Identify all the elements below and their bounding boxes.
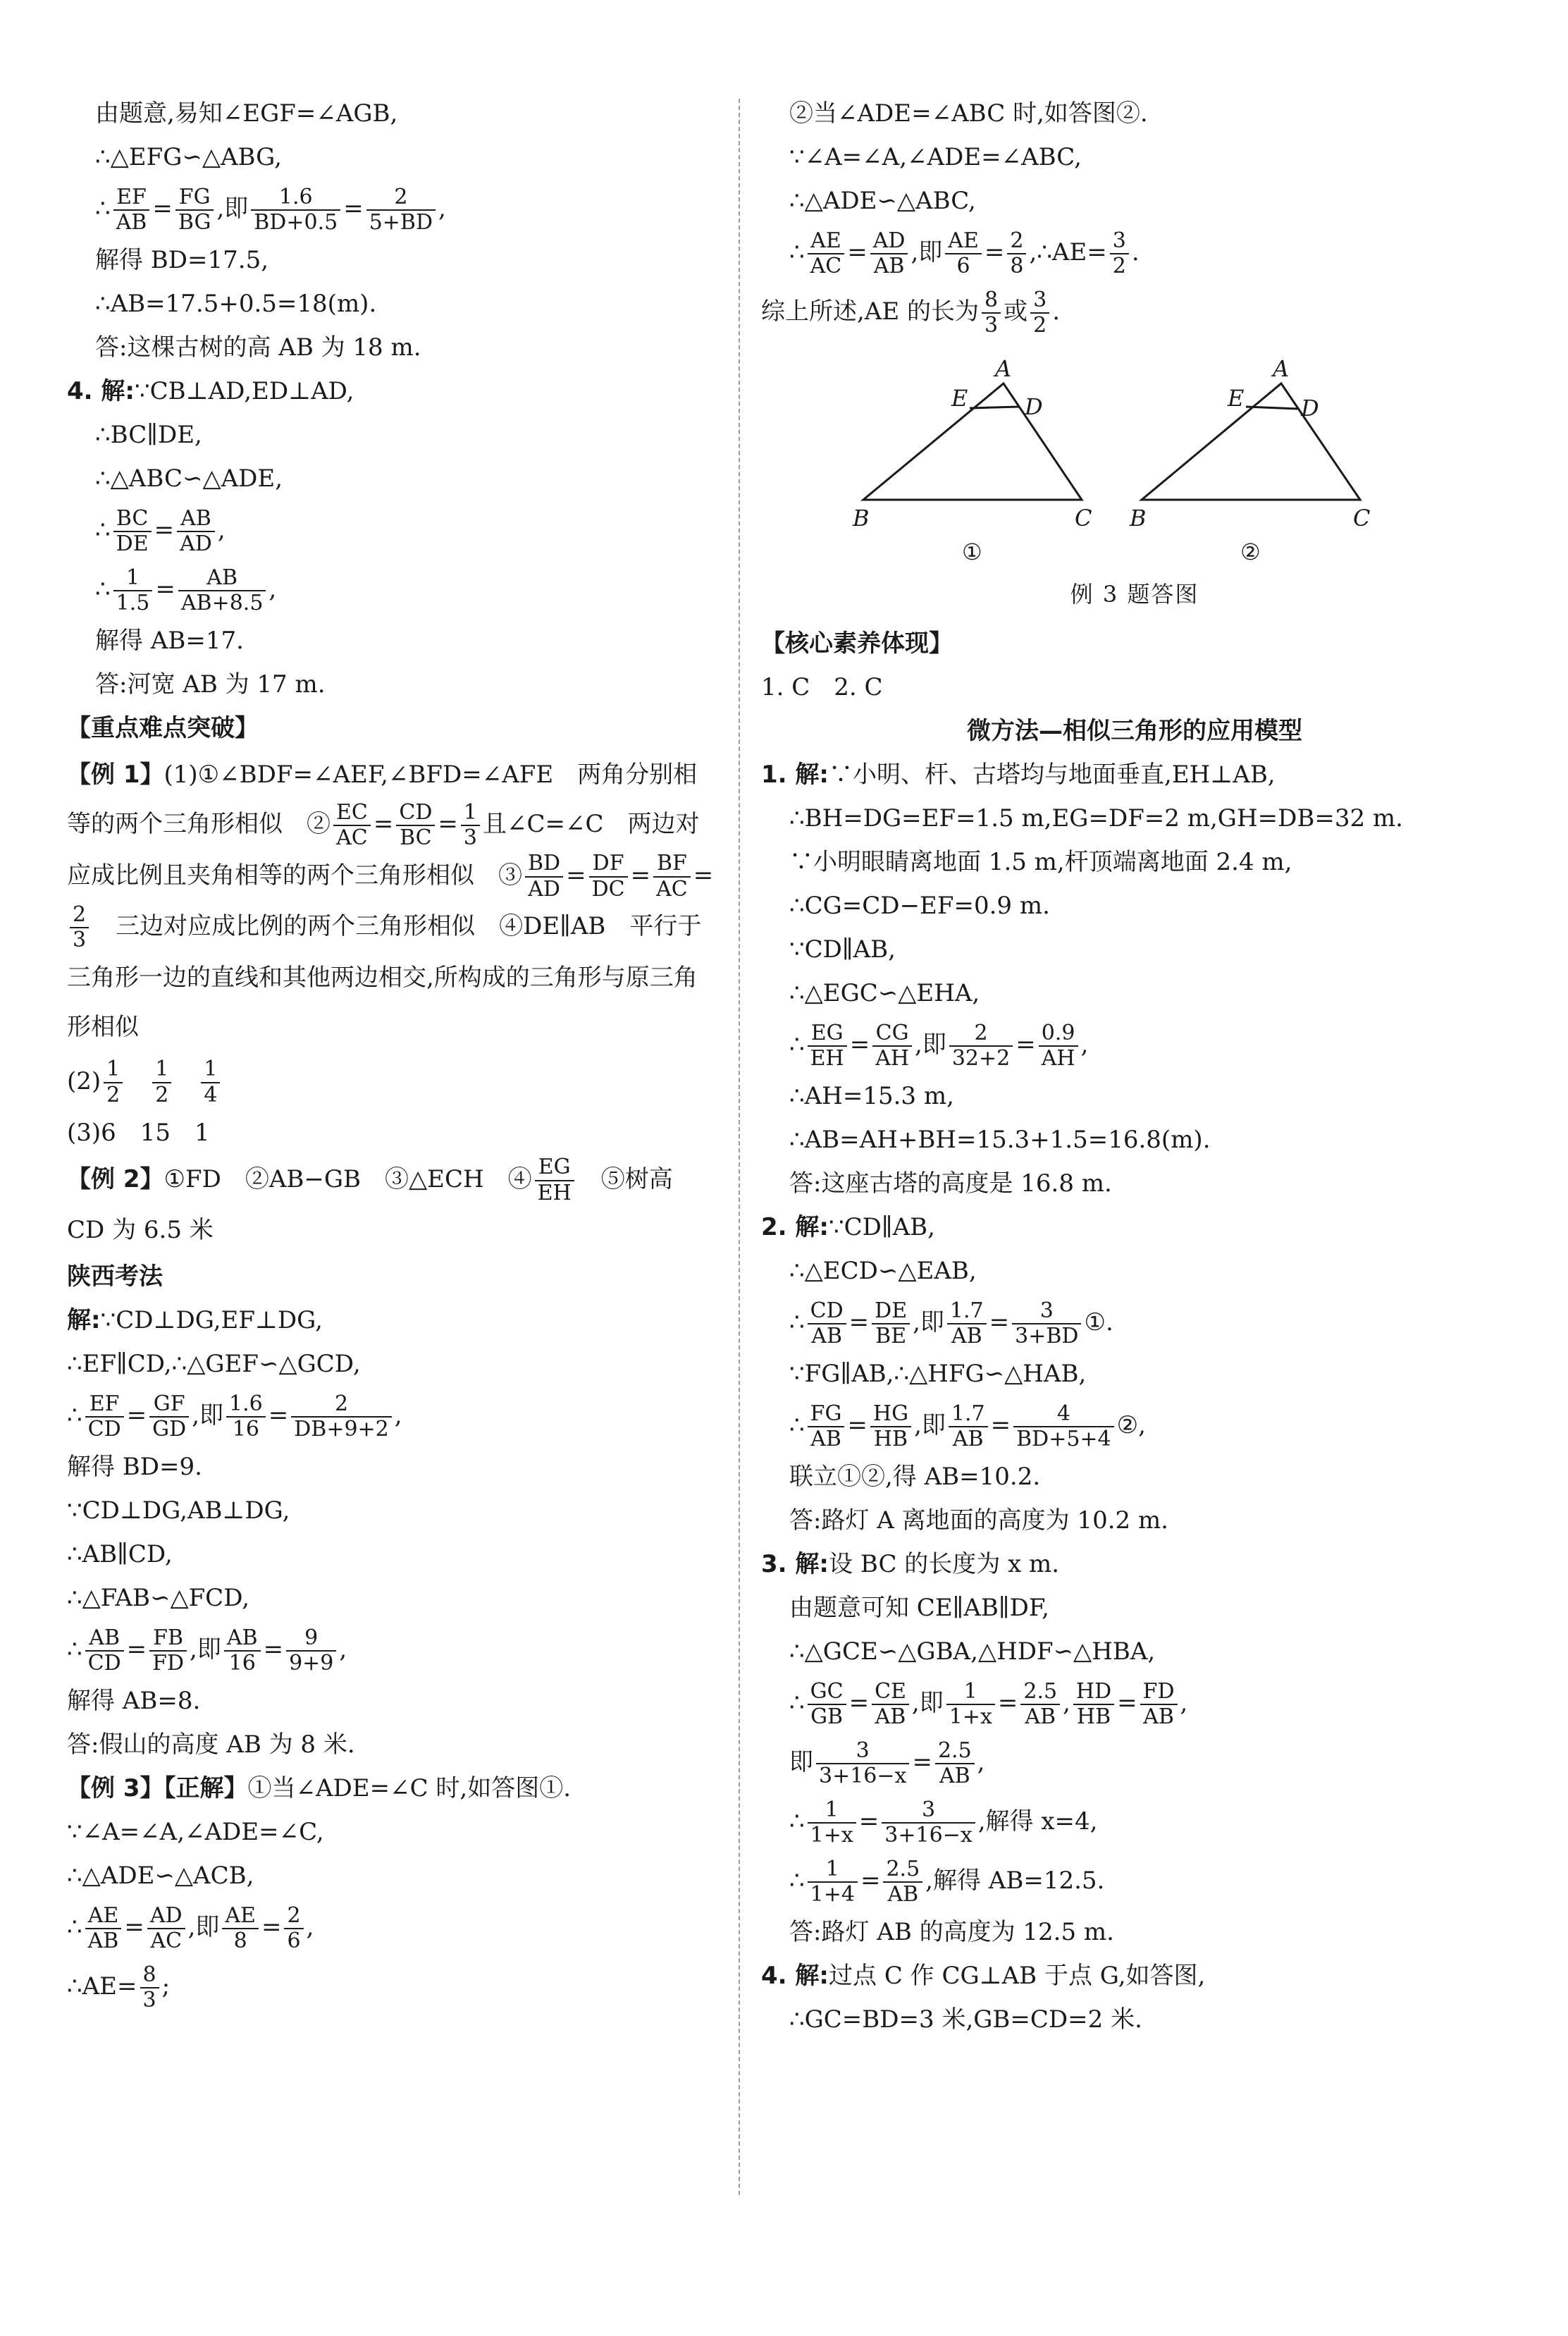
text-line: ∴△GCE∽△GBA,△HDF∽△HBA, bbox=[789, 1637, 1156, 1666]
text-line: ∵∠A=∠A,∠ADE=∠C, bbox=[67, 1818, 324, 1846]
label-e-2: E bbox=[1228, 385, 1245, 412]
answers-line: 1. C 2. C bbox=[761, 673, 883, 701]
label-b-1: B bbox=[853, 505, 870, 531]
figure-number-2: ② bbox=[1240, 539, 1261, 565]
right-column bbox=[761, 92, 1508, 2041]
text-line: 联立①②,得 AB=10.2. bbox=[789, 1463, 1041, 1491]
text-line: ∵小明眼睛离地面 1.5 m,杆顶端离地面 2.4 m, bbox=[789, 848, 1292, 876]
formula-line: ∴ $\frac{GC}{GB}$ = $\frac{CE}{AB}$ ,即 $\frac{1}{1+x}$ = $\frac{2.5}{AB}$ , $\frac{HD}{HB}$ = $\frac{FD}{AB}$ , bbox=[789, 1678, 1188, 1729]
text-line: ∴△EGC∽△EHA, bbox=[789, 979, 980, 1007]
formula-line: 即 $\frac{3}{3+16-x}$ = $\frac{2.5}{AB}$ , bbox=[789, 1738, 985, 1788]
problem-3-start: 3. 解:设 BC 的长度为 x m. bbox=[761, 1550, 1060, 1578]
text-line: ∴AB=17.5+0.5=18(m). bbox=[95, 290, 377, 318]
text-line: ∵CD⊥DG,AB⊥DG, bbox=[67, 1496, 290, 1525]
text-line: 解得 AB=17. bbox=[95, 627, 244, 655]
text-line: ∴CG=CD−EF=0.9 m. bbox=[789, 892, 1050, 920]
section-heading-method: 微方法—相似三角形的应用模型 bbox=[967, 717, 1302, 745]
problem-4-start: 4. 解:过点 C 作 CG⊥AB 于点 G,如答图, bbox=[761, 1962, 1206, 1990]
text-line: 答:河宽 AB 为 17 m. bbox=[95, 670, 326, 699]
formula-line: ∴ $\frac{AE}{AC}$ = $\frac{AD}{AB}$ ,即 $\frac{AE}{6}$ = $\frac{2}{8}$ ,∴AE= $\frac{3}{2}$ . bbox=[789, 228, 1140, 278]
figure-caption: 例 3 题答图 bbox=[1070, 581, 1199, 608]
formula-line: ∴ $\frac{1}{1+x}$ = $\frac{3}{3+16-x}$ ,解得 x=4, bbox=[789, 1797, 1098, 1848]
problem-4-start: 4. 解:∵CB⊥AD,ED⊥AD, bbox=[67, 377, 354, 405]
text-line: ∴△EFG∽△ABG, bbox=[95, 143, 282, 171]
left-column bbox=[67, 92, 715, 2016]
segment-de-1 bbox=[970, 407, 1019, 408]
text-line: 答:假山的高度 AB 为 8 米. bbox=[67, 1731, 355, 1759]
example-1: 【例 1】(1)①∠BDF=∠AEF,∠BFD=∠AFE 两角分别相等的两个三角形相似 ② $\frac{EC}{AC}$ = $\frac{CD}{BC}$ = $\frac{1}{3}$ 且∠C=∠C 两边对应成比例且夹角相等的两个三角形相似 ③ $\frac{BD}{AD}$ = $\frac{DF}{DC}$ = $\frac{BF}{AC}$ = $\frac{2}{3}$ 三边对应成比例的两个三角形相似 ④DE∥AB 平行于三角形一边的直线和其他两边相交,所构成的三角形与原三角形相似 bbox=[67, 761, 714, 1041]
formula-line: ∴AE= $\frac{8}{3}$ ; bbox=[67, 1962, 171, 2012]
text-line: ∴△FAB∽△FCD, bbox=[67, 1584, 250, 1612]
text-line: ∴EF∥CD,∴△GEF∽△GCD, bbox=[67, 1350, 361, 1378]
text-line: ∴△ECD∽△EAB, bbox=[789, 1257, 977, 1285]
formula-line: ∴ $\frac{1}{1+4}$ = $\frac{2.5}{AB}$ ,解得 AB=12.5. bbox=[789, 1856, 1105, 1907]
example-3-figure bbox=[761, 341, 1508, 574]
triangle-diagrams bbox=[761, 341, 1508, 574]
text-line: ∴AB∥CD, bbox=[67, 1540, 173, 1568]
formula-line: ∴ $\frac{EF}{AB}$ = $\frac{FG}{BG}$ ,即 $\frac{1.6}{BD+0.5}$ = $\frac{2}{5+BD}$ , bbox=[95, 184, 446, 235]
text-line: 由题意可知 CE∥AB∥DF, bbox=[789, 1594, 1049, 1622]
formula-line: ∴ $\frac{CD}{AB}$ = $\frac{DE}{BE}$ ,即 $\frac{1.7}{AB}$ = $\frac{3}{3+BD}$ ①. bbox=[789, 1298, 1113, 1348]
text-line: 答:路灯 AB 的高度为 12.5 m. bbox=[789, 1918, 1114, 1946]
segment-de-2 bbox=[1246, 407, 1298, 409]
solution-start: 解:∵CD⊥DG,EF⊥DG, bbox=[67, 1306, 323, 1334]
text-line: 答:这座古塔的高度是 16.8 m. bbox=[789, 1169, 1112, 1198]
formula-line: ∴ $\frac{AE}{AB}$ = $\frac{AD}{AC}$ ,即 $\frac{AE}{8}$ = $\frac{2}{6}$ , bbox=[67, 1902, 314, 1953]
label-d-1: D bbox=[1025, 393, 1043, 420]
text-line: ∴△ADE∽△ABC, bbox=[789, 187, 976, 215]
label-a-2: A bbox=[1273, 355, 1290, 382]
section-heading-key-points: 【重点难点突破】 bbox=[67, 714, 259, 742]
label-a-1: A bbox=[995, 355, 1012, 382]
text-line: 答:这棵古树的高 AB 为 18 m. bbox=[95, 333, 421, 362]
example-1-part-3: (3)6 15 1 bbox=[67, 1118, 210, 1147]
formula-line: ∴ $\frac{AB}{CD}$ = $\frac{FB}{FD}$ ,即 $\frac{AB}{16}$ = $\frac{9}{9+9}$ , bbox=[67, 1625, 347, 1676]
section-heading-shaanxi: 陕西考法 bbox=[67, 1262, 163, 1291]
formula-line: ∴ $\frac{EG}{EH}$ = $\frac{CG}{AH}$ ,即 $\frac{2}{32+2}$ = $\frac{0.9}{AH}$ , bbox=[789, 1020, 1089, 1071]
example-1-part-2: (2) $\frac{1}{2}$ $\frac{1}{2}$ $\frac{1}{4}$ bbox=[67, 1052, 715, 1111]
example-2: 【例 2】①FD ②AB−GB ③△ECH ④ $\frac{EG}{EH}$ ⑤树高 CD 为 6.5 米 bbox=[67, 1155, 673, 1244]
label-c-2: C bbox=[1353, 505, 1371, 531]
text-line: 解得 BD=17.5, bbox=[95, 246, 269, 274]
text-line: ②当∠ADE=∠ABC 时,如答图②. bbox=[789, 99, 1148, 128]
text-line: 解得 AB=8. bbox=[67, 1687, 201, 1715]
formula-line: ∴ $\frac{FG}{AB}$ = $\frac{HG}{HB}$ ,即 $\frac{1.7}{AB}$ = $\frac{4}{BD+5+4}$ ②, bbox=[789, 1401, 1146, 1451]
text-line: ∴BH=DG=EF=1.5 m,EG=DF=2 m,GH=DB=32 m. bbox=[789, 804, 1403, 832]
example-3-start: 【例 3】【正解】①当∠ADE=∠C 时,如答图①. bbox=[67, 1774, 572, 1802]
formula-line: ∴ $\frac{EF}{CD}$ = $\frac{GF}{GD}$ ,即 $\frac{1.6}{16}$ = $\frac{2}{DB+9+2}$ , bbox=[67, 1391, 402, 1441]
text-line: ∴△ADE∽△ACB, bbox=[67, 1862, 254, 1890]
text-line: ∴△ABC∽△ADE, bbox=[95, 465, 283, 493]
text-line: 解得 BD=9. bbox=[67, 1453, 202, 1481]
label-e-1: E bbox=[951, 385, 968, 412]
text-line: ∵∠A=∠A,∠ADE=∠ABC, bbox=[789, 143, 1082, 171]
label-c-1: C bbox=[1075, 505, 1092, 531]
text-line: 由题意,易知∠EGF=∠AGB, bbox=[95, 99, 398, 128]
text-line: ∴AH=15.3 m, bbox=[789, 1082, 954, 1110]
text-line: 答:路灯 A 离地面的高度为 10.2 m. bbox=[789, 1506, 1168, 1535]
text-line: ∴GC=BD=3 米,GB=CD=2 米. bbox=[789, 2005, 1142, 2034]
text-line: ∴BC∥DE, bbox=[95, 421, 202, 449]
formula-line: ∴ $\frac{BC}{DE}$ = $\frac{AB}{AD}$ , bbox=[95, 505, 226, 556]
text-line: ∴AB=AH+BH=15.3+1.5=16.8(m). bbox=[789, 1126, 1211, 1154]
problem-2-start: 2. 解:∵CD∥AB, bbox=[761, 1213, 935, 1241]
column-divider bbox=[739, 99, 740, 2195]
triangle-1 bbox=[863, 383, 1082, 500]
formula-line: 综上所述,AE 的长为 $\frac{8}{3}$ 或 $\frac{3}{2}$ . bbox=[761, 287, 1060, 338]
text-line: ∵FG∥AB,∴△HFG∽△HAB, bbox=[789, 1360, 1087, 1388]
triangle-2 bbox=[1142, 383, 1360, 500]
label-b-2: B bbox=[1130, 505, 1147, 531]
problem-1-start: 1. 解:∵小明、杆、古塔均与地面垂直,EH⊥AB, bbox=[761, 761, 1276, 789]
text-line: ∵CD∥AB, bbox=[789, 935, 896, 964]
section-heading-core-literacy: 【核心素养体现】 bbox=[761, 629, 953, 658]
label-d-2: D bbox=[1301, 395, 1319, 422]
formula-line: ∴ $\frac{1}{1.5}$ = $\frac{AB}{AB+8.5}$ , bbox=[95, 565, 277, 615]
figure-number-1: ① bbox=[962, 539, 982, 565]
